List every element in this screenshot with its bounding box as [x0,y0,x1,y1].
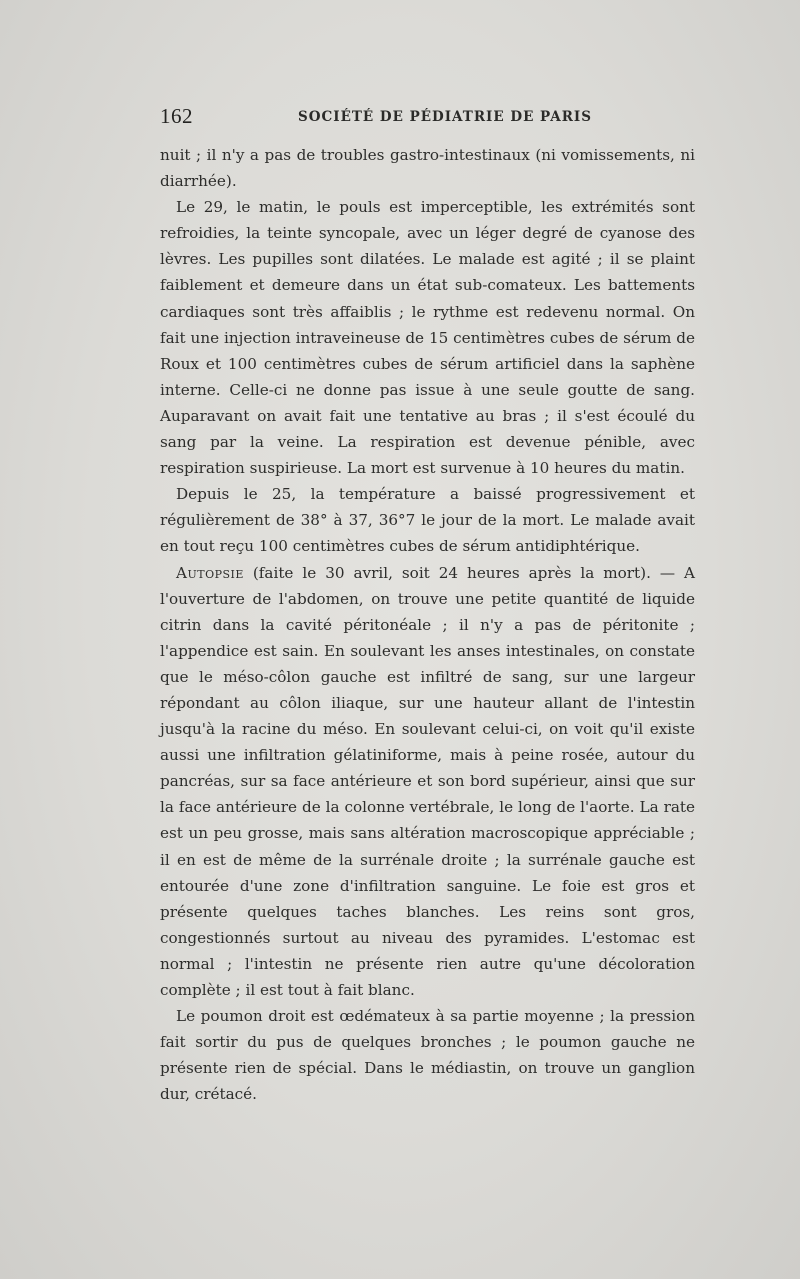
paragraph-autopsy [160,560,695,1004]
paragraph-clinical-course: Le 29, le matin, le pouls est imperceptible, les extrémités sont refroidies, la teinte syncopale, avec un léger degré de cyanose des lèvres. Les pupilles sont dilatées. Le malade est agité ; il se plaint faiblement et demeure dans un état sub-comateux. Les battements cardiaques sont très affaiblis ; le rythme est redevenu normal. On fait une injection intraveineuse de 15 centimètres cubes de sérum de Roux et 100 centimètres cubes de sérum artificiel dans la saphène interne. Celle-ci ne donne pas issue à une seule goutte de sang. Auparavant on avait fait une tentative au bras ; il s'est écoulé du sang par la veine. La respiration est devenue pénible, avec respiration suspirieuse. La mort est survenue à 10 heures du matin. [160,198,695,478]
running-title: SOCIÉTÉ DE PÉDIATRIE DE PARIS [298,109,592,125]
autopsy-heading: Autopsie [176,563,244,582]
paragraph-lungs: Le poumon droit est œdémateux à sa partie moyenne ; la pression fait sortir du pus de quelques bronches ; le poumon gauche ne présente rien de spécial. Dans le médiastin, on trouve un ganglion dur, crétacé. [160,1007,695,1104]
paragraph-temperature: Depuis le 25, la température a baissé progressivement et régulièrement de 38° à 37, 36°7 le jour de la mort. Le malade avait en tout reçu 100 centimètres cubes de sérum antidiphtérique. [160,485,695,556]
autopsy-text: (faite le 30 avril, soit 24 heures après la mort). — A l'ouverture de l'abdomen, on trouve une petite quantité de liquide citrin dans la cavité péritonéale ; il n'y a pas de péritonite ; l'appendice est sain. En soulevant les anses intestinales, on constate que le méso-côlon gauche est infiltré de sang, sur une largeur répondant au côlon iliaque, sur une hauteur allant de l'intestin jusqu'à la racine du méso. En soulevant celui-ci, on voit qu'il existe aussi une infiltration gélatiniforme, mais à peine rosée, autour du pancréas, sur sa face antérieure et son bord supérieur, ainsi que sur la face antérieure de la colonne vertébrale, le long de l'aorte. La rate est un peu grosse, mais sans altération macroscopique appréciable ; il en est de même de la surrénale droite ; la surrénale gauche est entourée d'une zone d'infiltration sanguine. Le foie est gros et présente quelques taches blanches. Les reins sont gros, congestionnés surtout au niveau des pyramides. L'estomac est normal ; l'intestin ne présente rien autre qu'une décoloration complète ; il est tout à fait blanc. [160,563,695,999]
paragraph-continuation: nuit ; il n'y a pas de troubles gastro-intestinaux (ni vomissements, ni diarrhée). [160,146,695,191]
page-number: 162 [160,104,193,128]
page-header [160,104,700,134]
body-text [160,142,695,1107]
